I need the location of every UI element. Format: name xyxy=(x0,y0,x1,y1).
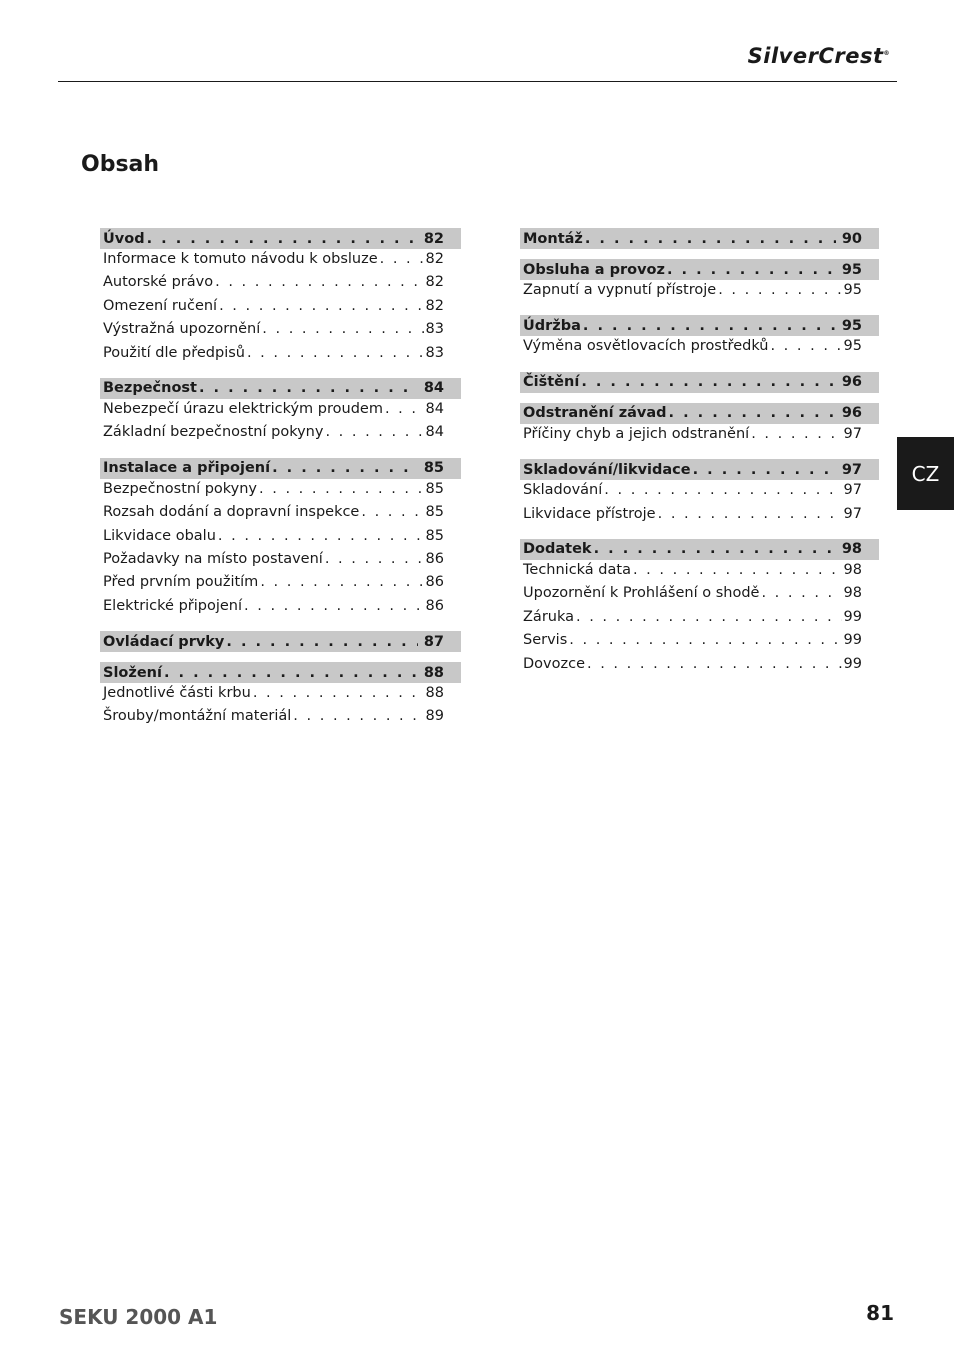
toc-entry[interactable] xyxy=(520,632,879,655)
toc-entry-label: Dovozce xyxy=(523,655,585,672)
toc-section-page: 87 xyxy=(423,633,444,650)
toc-entry-label: Jednotlivé části krbu xyxy=(103,685,251,702)
toc-section xyxy=(520,403,879,449)
toc-section-title: Čištění xyxy=(523,374,580,391)
toc-section-title: Skladování/likvidace xyxy=(523,461,691,478)
toc-entry-label: Požadavky na místo postavení xyxy=(103,550,323,567)
toc-column-left xyxy=(100,228,461,742)
toc-entry[interactable] xyxy=(520,656,879,679)
toc-leader-dots xyxy=(581,374,836,390)
toc-entry-label: Elektrické připojení xyxy=(103,597,243,614)
toc-section-title: Instalace a připojení xyxy=(103,460,271,477)
brand-logo xyxy=(748,44,890,68)
toc-section-page: 96 xyxy=(841,374,862,391)
toc-leader-dots xyxy=(718,282,841,298)
toc-section-title: Montáž xyxy=(523,230,583,247)
toc-leader-dots xyxy=(585,231,836,247)
toc-leader-dots xyxy=(604,482,841,498)
toc-entry-label: Servis xyxy=(523,632,568,649)
toc-section-title: Složení xyxy=(103,664,162,681)
toc-section xyxy=(520,259,879,305)
toc-entry[interactable] xyxy=(100,345,461,368)
toc-entry-page: 82 xyxy=(425,251,444,267)
toc-leader-dots xyxy=(633,562,842,578)
toc-leader-dots xyxy=(770,338,841,354)
toc-entry[interactable] xyxy=(520,585,879,608)
toc-entry[interactable] xyxy=(100,551,461,574)
toc-leader-dots xyxy=(325,551,424,567)
toc-leader-dots xyxy=(293,708,423,724)
toc-leader-dots xyxy=(260,574,423,590)
toc-entry[interactable] xyxy=(100,321,461,344)
toc-section-heading[interactable] xyxy=(100,378,461,399)
toc-section-title: Ovládací prvky xyxy=(103,633,225,650)
toc-leader-dots xyxy=(380,251,424,267)
toc-entry-label: Likvidace obalu xyxy=(103,527,216,544)
toc-leader-dots xyxy=(247,345,424,361)
toc-entry-label: Výstražná upozornění xyxy=(103,321,261,338)
toc-entry-label: Skladování xyxy=(523,482,603,499)
toc-entry-page: 99 xyxy=(843,632,862,649)
toc-entry-page: 82 xyxy=(425,297,444,314)
toc-section-page: 95 xyxy=(841,261,862,278)
toc-section xyxy=(100,378,461,448)
toc-leader-dots xyxy=(147,231,418,247)
toc-entry-page: 84 xyxy=(425,400,444,417)
toc-entry-page: 83 xyxy=(425,344,444,361)
toc-section xyxy=(520,539,879,679)
toc-leader-dots xyxy=(244,598,424,614)
toc-entry-label: Příčiny chyb a jejich odstranění xyxy=(523,425,750,442)
toc-entry-page: 85 xyxy=(425,480,444,497)
toc-entry[interactable] xyxy=(100,251,461,274)
toc-leader-dots xyxy=(164,665,418,681)
toc-entry[interactable] xyxy=(520,426,879,449)
toc-entry[interactable] xyxy=(100,528,461,551)
toc-entry-page: 98 xyxy=(843,561,862,578)
toc-leader-dots xyxy=(761,585,841,601)
toc-entry-page: 98 xyxy=(843,585,862,602)
toc-entry-page: 84 xyxy=(425,424,444,441)
toc-entry-page: 99 xyxy=(843,608,862,625)
toc-entry-label: Před prvním použitím xyxy=(103,574,259,591)
toc-leader-dots xyxy=(751,426,841,442)
toc-entry-label: Základní bezpečnostní pokyny xyxy=(103,424,324,441)
toc-entry[interactable] xyxy=(100,708,461,731)
toc-section xyxy=(100,662,461,732)
toc-column-right xyxy=(520,228,879,689)
toc-leader-dots xyxy=(215,274,423,290)
toc-entry-page: 86 xyxy=(425,574,444,591)
toc-leader-dots xyxy=(587,656,842,672)
toc-entry[interactable] xyxy=(100,298,461,321)
toc-entry[interactable] xyxy=(100,274,461,297)
toc-section xyxy=(520,372,879,393)
toc-leader-dots xyxy=(569,632,841,648)
toc-section-heading[interactable] xyxy=(520,228,879,249)
toc-section-title: Obsluha a provoz xyxy=(523,261,665,278)
toc-section xyxy=(100,458,461,621)
toc-entry[interactable] xyxy=(520,282,879,305)
toc-entry-page: 97 xyxy=(843,425,862,442)
toc-entry-label: Výměna osvětlovacích prostředků xyxy=(523,338,769,355)
toc-section-page: 98 xyxy=(841,541,862,558)
toc-section-heading[interactable] xyxy=(520,259,879,280)
toc-entry-page: 85 xyxy=(425,527,444,544)
toc-entry-page: 97 xyxy=(843,505,862,522)
toc-leader-dots xyxy=(669,405,836,421)
toc-entry-label: Upozornění k Prohlášení o shodě xyxy=(523,585,760,602)
toc-entry-label: Použití dle předpisů xyxy=(103,344,245,361)
toc-leader-dots xyxy=(199,380,418,396)
toc-section-page: 82 xyxy=(423,230,444,247)
toc-section-heading[interactable] xyxy=(520,315,879,336)
toc-leader-dots xyxy=(226,634,417,650)
toc-section-title: Úvod xyxy=(103,230,145,247)
toc-entry-page: 95 xyxy=(843,338,862,355)
toc-entry[interactable] xyxy=(100,598,461,621)
toc-leader-dots xyxy=(361,504,423,520)
toc-entry-label: Nebezpečí úrazu elektrickým proudem xyxy=(103,400,383,417)
toc-leader-dots xyxy=(594,541,836,557)
brand-registered-mark: ® xyxy=(883,50,890,57)
toc-entry[interactable] xyxy=(100,504,461,527)
toc-section xyxy=(100,228,461,368)
toc-section xyxy=(520,459,879,529)
toc-section xyxy=(520,228,879,249)
toc-section-heading[interactable] xyxy=(520,403,879,424)
toc-leader-dots xyxy=(253,685,424,701)
toc-entry-label: Šrouby/montážní materiál xyxy=(103,708,292,725)
language-tab xyxy=(897,437,954,510)
toc-leader-dots xyxy=(693,462,836,478)
toc-section xyxy=(520,315,879,361)
toc-leader-dots xyxy=(385,401,424,417)
toc-entry[interactable] xyxy=(100,424,461,447)
toc-entry-label: Záruka xyxy=(523,608,574,625)
toc-leader-dots xyxy=(658,506,842,522)
toc-entry-label: Zapnutí a vypnutí přístroje xyxy=(523,282,717,298)
toc-entry-label: Informace k tomuto návodu k obsluze xyxy=(103,251,378,267)
toc-entry-label: Bezpečnostní pokyny xyxy=(103,480,258,497)
header-rule xyxy=(58,81,897,82)
toc-leader-dots xyxy=(583,318,836,334)
toc-section-heading[interactable] xyxy=(100,662,461,683)
language-tab-label: CZ xyxy=(911,461,940,486)
toc-entry-label: Omezení ručení xyxy=(103,297,218,314)
toc-section-page: 88 xyxy=(423,664,444,681)
toc-entry[interactable] xyxy=(100,481,461,504)
toc-entry[interactable] xyxy=(520,506,879,529)
toc-entry-page: 86 xyxy=(425,597,444,614)
toc-section-heading[interactable] xyxy=(100,458,461,479)
toc-section-title: Odstranění závad xyxy=(523,405,667,422)
toc-entry[interactable] xyxy=(100,401,461,424)
toc-entry-label: Autorské právo xyxy=(103,274,214,291)
toc-leader-dots xyxy=(262,321,423,337)
toc-entry-label: Rozsah dodání a dopravní inspekce xyxy=(103,504,360,521)
toc-section-page: 84 xyxy=(423,380,444,397)
toc-leader-dots xyxy=(259,481,424,497)
toc-leader-dots xyxy=(218,528,424,544)
toc-entry-page: 99 xyxy=(843,655,862,672)
brand-name: SilverCrest xyxy=(747,44,884,68)
toc-section-heading[interactable] xyxy=(520,539,879,560)
footer-page-number: 81 xyxy=(866,1301,894,1325)
toc-entry-page: 95 xyxy=(843,282,862,298)
toc-section-heading[interactable] xyxy=(100,631,461,652)
toc-entry-page: 88 xyxy=(425,685,444,702)
page-title: Obsah xyxy=(81,152,160,177)
toc-entry[interactable] xyxy=(520,482,879,505)
toc-section-page: 96 xyxy=(841,405,862,422)
toc-entry-page: 86 xyxy=(425,550,444,567)
toc-entry-page: 83 xyxy=(425,321,444,338)
toc-leader-dots xyxy=(272,460,418,476)
toc-leader-dots xyxy=(325,424,423,440)
toc-section-heading[interactable] xyxy=(520,372,879,393)
toc-section-title: Údržba xyxy=(523,317,581,334)
toc-entry-page: 89 xyxy=(425,708,444,725)
toc-section-heading[interactable] xyxy=(520,459,879,480)
toc-section-page: 85 xyxy=(423,460,444,477)
toc-section-title: Bezpečnost xyxy=(103,380,197,397)
toc-entry-page: 82 xyxy=(425,274,444,291)
toc-entry[interactable] xyxy=(520,562,879,585)
toc-entry-page: 97 xyxy=(843,482,862,499)
toc-leader-dots xyxy=(576,609,842,625)
toc-entry-label: Technická data xyxy=(523,561,631,578)
toc-leader-dots xyxy=(667,262,836,278)
toc-section-page: 90 xyxy=(841,230,862,247)
toc-section xyxy=(100,631,461,652)
toc-entry[interactable] xyxy=(520,609,879,632)
toc-entry[interactable] xyxy=(100,574,461,597)
toc-leader-dots xyxy=(219,298,423,314)
toc-section-heading[interactable] xyxy=(100,228,461,249)
toc-entry[interactable] xyxy=(520,338,879,361)
toc-entry[interactable] xyxy=(100,685,461,708)
toc-entry-label: Likvidace přístroje xyxy=(523,505,656,522)
toc-section-title: Dodatek xyxy=(523,541,592,558)
toc-entry-page: 85 xyxy=(425,504,444,521)
toc-section-page: 97 xyxy=(841,461,862,478)
footer-model: SEKU 2000 A1 xyxy=(59,1305,218,1329)
toc-section-page: 95 xyxy=(841,317,862,334)
